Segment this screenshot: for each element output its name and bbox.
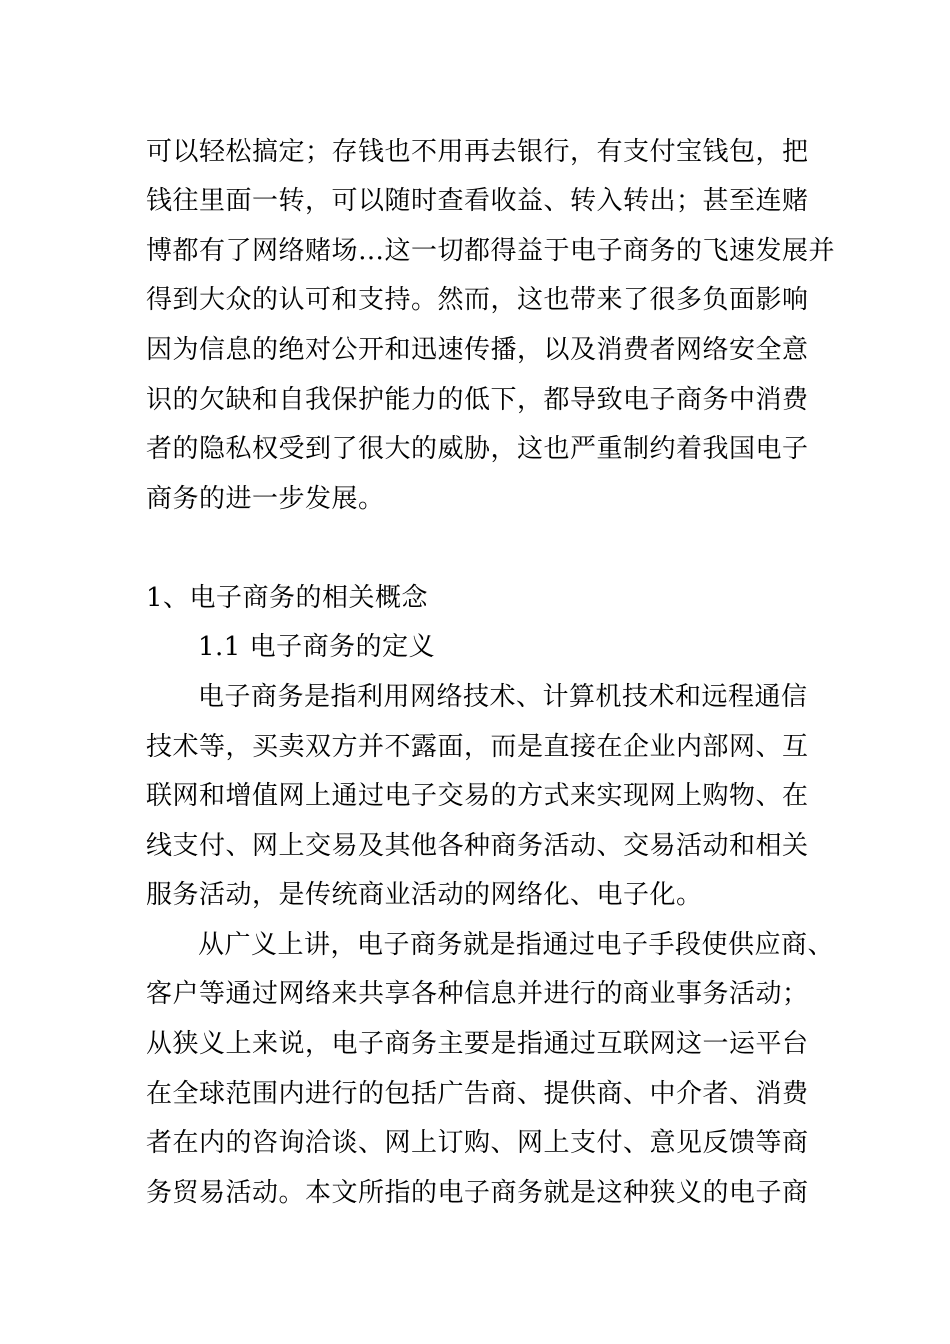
paragraph-line: 电子商务是指利用网络技术、计算机技术和远程通信 (198, 682, 808, 712)
intro-line: 可以轻松搞定；存钱也不用再去银行，有支付宝钱包，把 (146, 137, 809, 167)
paragraph-line: 从广义上讲，电子商务就是指通过电子手段使供应商、 (198, 930, 835, 960)
intro-line: 钱往里面一转，可以随时查看收益、转入转出；甚至连赌 (146, 186, 809, 216)
intro-line: 识的欠缺和自我保护能力的低下，都导致电子商务中消费 (146, 385, 809, 415)
paragraph-line: 者在内的咨询洽谈、网上订购、网上支付、意见反馈等商 (146, 1128, 809, 1158)
paragraph-line: 技术等，买卖双方并不露面，而是直接在企业内部网、互 (146, 732, 809, 762)
paragraph-line: 在全球范围内进行的包括广告商、提供商、中介者、消费 (146, 1079, 809, 1109)
intro-line: 者的隐私权受到了很大的威胁，这也严重制约着我国电子 (146, 434, 809, 464)
paragraph-line: 线支付、网上交易及其他各种商务活动、交易活动和相关 (146, 831, 809, 861)
paragraph-line: 联网和增值网上通过电子交易的方式来实现网上购物、在 (146, 781, 809, 811)
section-heading: 1、电子商务的相关概念 (146, 583, 429, 613)
paragraph-line: 客户等通过网络来共享各种信息并进行的商业事务活动； (146, 979, 809, 1009)
intro-line: 商务的进一步发展。 (146, 484, 385, 514)
intro-line: 博都有了网络赌场…这一切都得益于电子商务的飞速发展并 (146, 236, 836, 266)
paragraph-line: 服务活动，是传统商业活动的网络化、电子化。 (146, 880, 703, 910)
paragraph-line: 务贸易活动。本文所指的电子商务就是这种狭义的电子商 (146, 1178, 809, 1208)
paragraph-line: 从狭义上来说，电子商务主要是指通过互联网这一运平台 (146, 1029, 809, 1059)
intro-line: 因为信息的绝对公开和迅速传播，以及消费者网络安全意 (146, 335, 809, 365)
subsection-heading: 1.1 电子商务的定义 (198, 632, 436, 662)
intro-line: 得到大众的认可和支持。然而，这也带来了很多负面影响 (146, 285, 809, 315)
